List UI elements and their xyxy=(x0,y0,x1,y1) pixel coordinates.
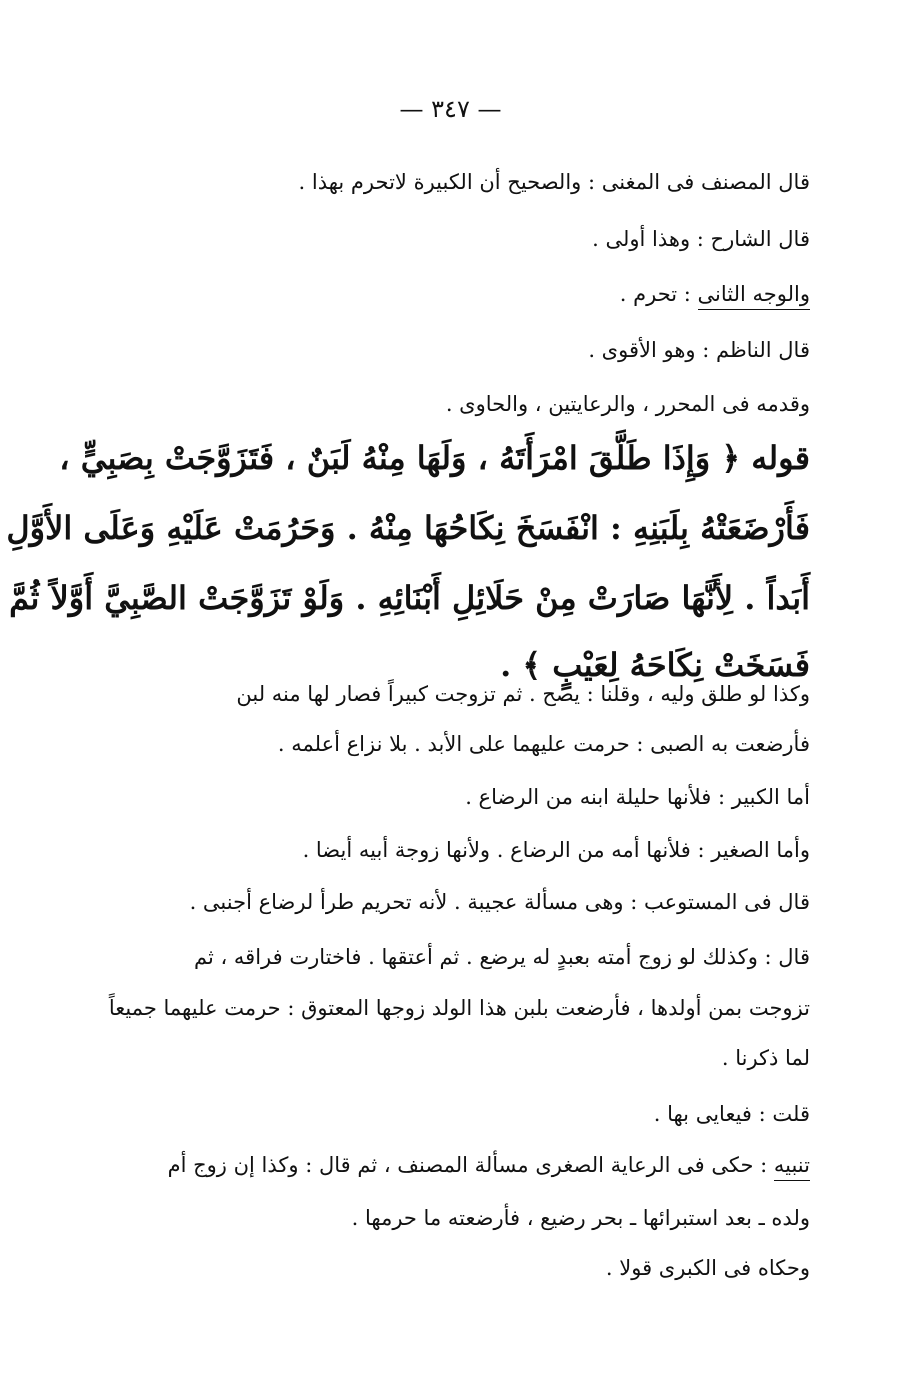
underlined-heading: والوجه الثانى xyxy=(698,279,810,310)
text-line: قال المصنف فى المغنى : والصحيح أن الكبيرة لاتحرم بهذا . xyxy=(298,170,810,194)
page-number: — ٣٤٧ — xyxy=(399,95,502,123)
text-line: وقدمه فى المحرر ، والرعايتين ، والحاوى . xyxy=(445,392,810,416)
text-line xyxy=(620,272,810,316)
text-line: فأرضعت به الصبى : حرمت عليهما على الأبد . بلا نزاع أعلمه . xyxy=(277,732,810,756)
text-line xyxy=(168,1143,810,1187)
verse-line: أَبَداً . لِأَنَّهَا صَارَتْ مِنْ حَلَائِلِ أَبْنَائِهِ . وَلَوْ تَزَوَّجَتْ الصَّبِيَّ أَوَّلاً ثُمَّ xyxy=(9,579,810,617)
verse-line: فَسَخَتْ نِكَاحَهُ لِعَيْبٍ ﴾ . xyxy=(500,646,810,684)
verse-line: فَأَرْضَعَتْهُ بِلَبَنِهِ : انْفَسَخَ نِكَاحُهَا مِنْهُ . وَحَرُمَتْ عَلَيْهِ وَعَلَى الأَوَّلِ xyxy=(6,509,810,547)
text-line: قلت : فيعايى بها . xyxy=(653,1102,810,1126)
heading-rest: : تحرم . xyxy=(619,282,698,306)
text-line: قال : وكذلك لو زوج أمته بعبدٍ له يرضع . ثم أعتقها . فاختارت فراقه ، ثم xyxy=(193,945,810,969)
verse-line: قوله ﴿ وَإِذَا طَلَّقَ امْرَأَتَهُ ، وَلَهَا مِنْهُ لَبَنٌ ، فَتَزَوَّجَتْ بِصَبِيٍّ ، xyxy=(59,439,810,477)
text-line: وكذا لو طلق وليه ، وقلنا : يصح . ثم تزوجت كبيراً فصار لها منه لبن xyxy=(236,682,810,706)
text-line: قال الشارح : وهذا أولى . xyxy=(592,227,810,251)
text-line: ولده ـ بعد استبرائها ـ بحر رضيع ، فأرضعته ما حرمها . xyxy=(351,1206,810,1230)
text-line: تزوجت بمن أولدها ، فأرضعت بلبن هذا الولد زوجها المعتوق : حرمت عليهما جميعاً xyxy=(108,996,810,1020)
text-line: لما ذكرنا . xyxy=(721,1046,810,1070)
text-line: قال الناظم : وهو الأقوى . xyxy=(588,338,810,362)
heading-rest: : حكى فى الرعاية الصغرى مسألة المصنف ، ثم قال : وكذا إن زوج أم xyxy=(167,1153,774,1177)
text-line: وأما الصغير : فلأنها أمه من الرضاع . ولأنها زوجة أبيه أيضا . xyxy=(302,838,810,862)
text-line: قال فى المستوعب : وهى مسألة عجيبة . لأنه تحريم طرأ لرضاع أجنبى . xyxy=(189,890,810,914)
text-line: وحكاه فى الكبرى قولا . xyxy=(605,1256,810,1280)
underlined-heading: تنبيه xyxy=(774,1150,810,1181)
text-line: أما الكبير : فلأنها حليلة ابنه من الرضاع . xyxy=(465,785,810,809)
